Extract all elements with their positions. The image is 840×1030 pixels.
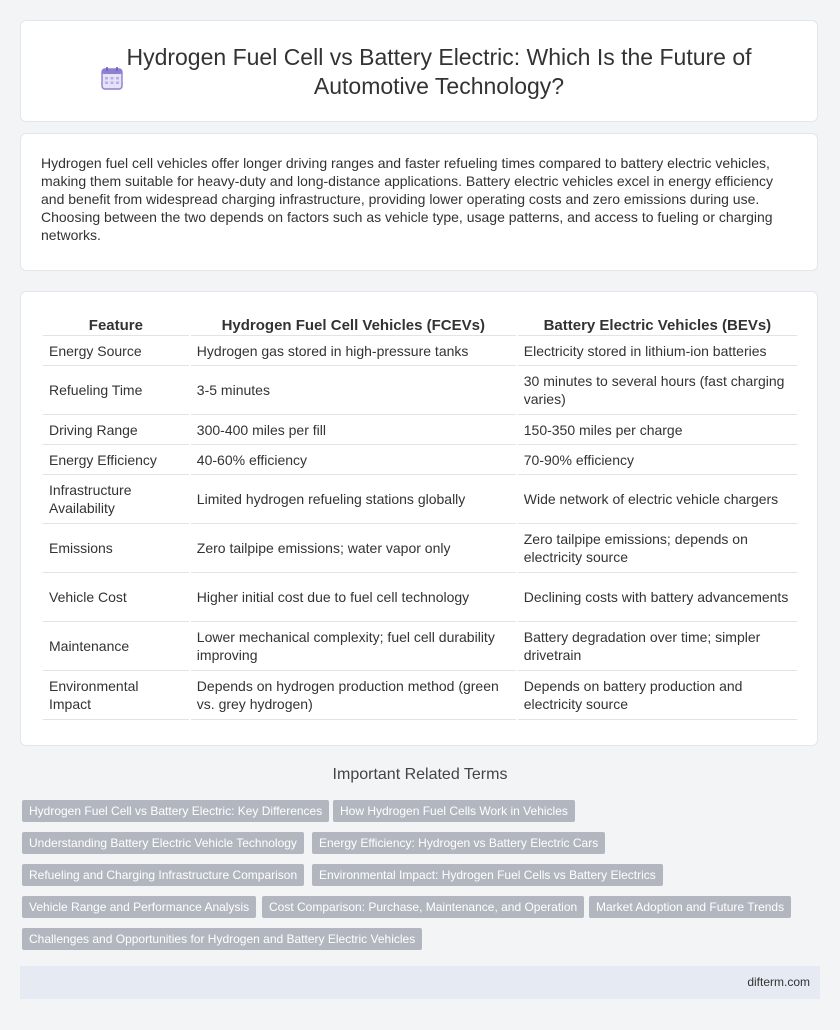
row-feature: Vehicle Cost	[43, 573, 189, 622]
related-terms-heading: Important Related Terms	[332, 766, 508, 783]
row-feature: Emissions	[43, 524, 189, 573]
table-row	[43, 336, 797, 366]
table-row	[43, 524, 797, 573]
table-row	[43, 445, 797, 475]
row-fcev-value: 3-5 minutes	[191, 366, 516, 415]
related-term-tag[interactable]: Energy Efficiency: Hydrogen vs Battery Electric Cars	[312, 832, 605, 854]
row-feature: Energy Source	[43, 336, 189, 366]
intro-text: Hydrogen fuel cell vehicles offer longer driving ranges and faster refueling times compared to battery electric vehicles, making them suitable for heavy-duty and long-distance applications. Battery electric vehicles excel in energy efficiency and benefit from widespread charging infrastructure, providing lower operating costs and zero emissions during use. Choosing between the two depends on factors such as vehicle type, usage patterns, and access to fueling or charging networks.	[41, 155, 774, 243]
row-fcev-value: Lower mechanical complexity; fuel cell durability improving	[191, 622, 516, 671]
table-row	[43, 475, 797, 524]
row-bev-value: 70-90% efficiency	[518, 445, 797, 475]
table-header-row	[43, 314, 797, 336]
row-fcev-value: 40-60% efficiency	[191, 445, 516, 475]
row-feature: Infrastructure Availability	[43, 475, 189, 524]
related-term-tag[interactable]: Understanding Battery Electric Vehicle Technology	[22, 832, 304, 854]
row-bev-value: 30 minutes to several hours (fast charging varies)	[518, 366, 797, 415]
row-feature: Energy Efficiency	[43, 445, 189, 475]
related-term-tag[interactable]: How Hydrogen Fuel Cells Work in Vehicles	[333, 800, 575, 822]
row-fcev-value: Limited hydrogen refueling stations globally	[191, 475, 516, 524]
row-bev-value: Wide network of electric vehicle chargers	[518, 475, 797, 524]
related-term-tag[interactable]: Hydrogen Fuel Cell vs Battery Electric: Key Differences	[22, 800, 329, 822]
row-feature: Environmental Impact	[43, 671, 189, 720]
title-card	[20, 20, 818, 122]
related-term-tag[interactable]: Challenges and Opportunities for Hydrogen and Battery Electric Vehicles	[22, 928, 422, 950]
row-bev-value: Declining costs with battery advancements	[518, 573, 797, 622]
row-bev-value: Battery degradation over time; simpler drivetrain	[518, 622, 797, 671]
table-row	[43, 573, 797, 622]
related-term-tag[interactable]: Refueling and Charging Infrastructure Comparison	[22, 864, 304, 886]
row-fcev-value: Depends on hydrogen production method (green vs. grey hydrogen)	[191, 671, 516, 720]
comparison-table	[41, 314, 799, 720]
intro-card	[20, 133, 818, 271]
related-term-tag[interactable]: Vehicle Range and Performance Analysis	[22, 896, 256, 918]
page-title: Hydrogen Fuel Cell vs Battery Electric: Which Is the Future of Automotive Technology?	[126, 44, 752, 99]
row-bev-value: Zero tailpipe emissions; depends on electricity source	[518, 524, 797, 573]
table-row	[43, 415, 797, 445]
row-fcev-value: Zero tailpipe emissions; water vapor only	[191, 524, 516, 573]
comparison-table-card	[20, 291, 818, 746]
row-bev-value: 150-350 miles per charge	[518, 415, 797, 445]
related-term-tag[interactable]: Environmental Impact: Hydrogen Fuel Cells vs Battery Electrics	[312, 864, 663, 886]
table-row	[43, 671, 797, 720]
footer	[20, 966, 820, 999]
table-row	[43, 366, 797, 415]
row-fcev-value: Hydrogen gas stored in high-pressure tanks	[191, 336, 516, 366]
row-fcev-value: 300-400 miles per fill	[191, 415, 516, 445]
table-row	[43, 622, 797, 671]
row-feature: Driving Range	[43, 415, 189, 445]
row-bev-value: Electricity stored in lithium-ion batteries	[518, 336, 797, 366]
related-term-tag[interactable]: Market Adoption and Future Trends	[589, 896, 791, 918]
row-bev-value: Depends on battery production and electricity source	[518, 671, 797, 720]
row-fcev-value: Higher initial cost due to fuel cell technology	[191, 573, 516, 622]
row-feature: Maintenance	[43, 622, 189, 671]
related-term-tag[interactable]: Cost Comparison: Purchase, Maintenance, and Operation	[262, 896, 584, 918]
footer-site-link[interactable]: difterm.com	[747, 975, 810, 989]
header-bev: Battery Electric Vehicles (BEVs)	[518, 314, 797, 336]
header-feature: Feature	[43, 314, 189, 336]
header-fcev: Hydrogen Fuel Cell Vehicles (FCEVs)	[191, 314, 516, 336]
row-feature: Refueling Time	[43, 366, 189, 415]
